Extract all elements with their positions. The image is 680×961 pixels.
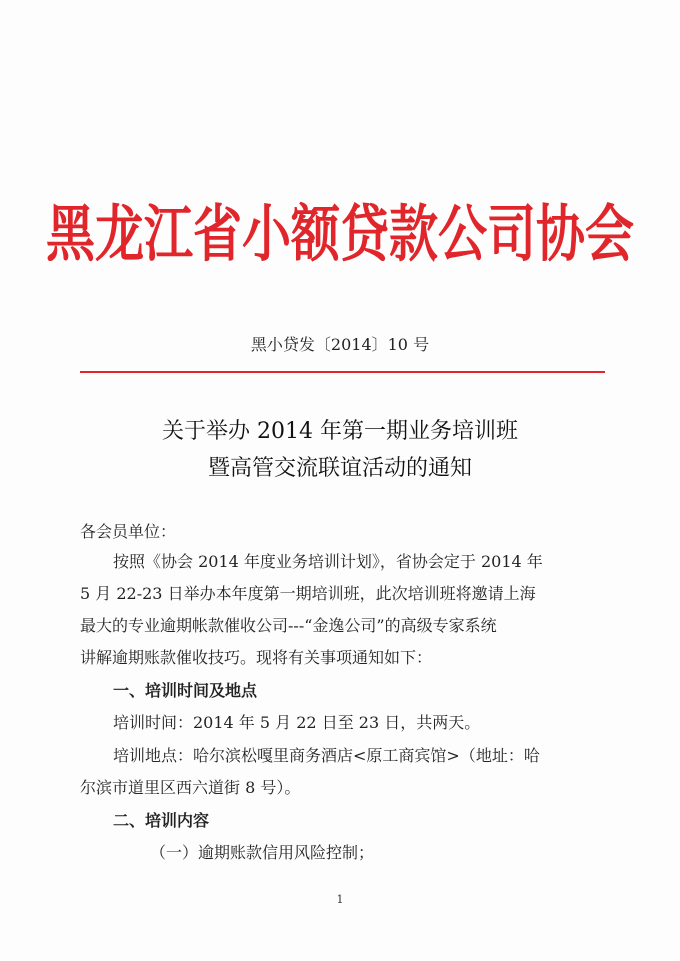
paragraph-line: 5 月 22-23 日举办本年度第一期培训班，此次培训班将邀请上海 [80, 584, 536, 603]
salutation: 各会员单位： [80, 522, 177, 541]
paragraph-line: 最大的专业逾期帐款催收公司---“金逸公司”的高级专家系统 [80, 616, 497, 635]
page-number: 1 [336, 893, 344, 906]
training-location-line: 尔滨市道里区西六道街 8 号）。 [80, 778, 301, 797]
red-divider [80, 371, 605, 373]
paragraph-line: 讲解逾期账款催收技巧。现将有关事项通知如下： [80, 648, 433, 667]
notice-title-line-1: 关于举办 2014 年第一期业务培训班 [162, 419, 518, 444]
section-heading-2: 二、培训内容 [113, 811, 210, 830]
notice-title-line-2: 暨高管交流联谊活动的通知 [207, 456, 472, 481]
document-number: 黑小贷发〔2014〕10 号 [250, 335, 430, 354]
org-masthead: 黑龙江省小额贷款公司协会 [45, 198, 634, 270]
paragraph-line: 按照《协会 2014 年度业务培训计划》，省协会定于 2014 年 [113, 552, 543, 571]
content-item-1: （一）逾期账款信用风险控制； [150, 843, 375, 862]
training-location-line: 培训地点：哈尔滨松嘎里商务酒店<原工商宾馆>（地址：哈 [113, 746, 540, 765]
training-time: 培训时间：2014 年 5 月 22 日至 23 日，共两天。 [113, 713, 481, 732]
section-heading-1: 一、培训时间及地点 [113, 681, 258, 700]
